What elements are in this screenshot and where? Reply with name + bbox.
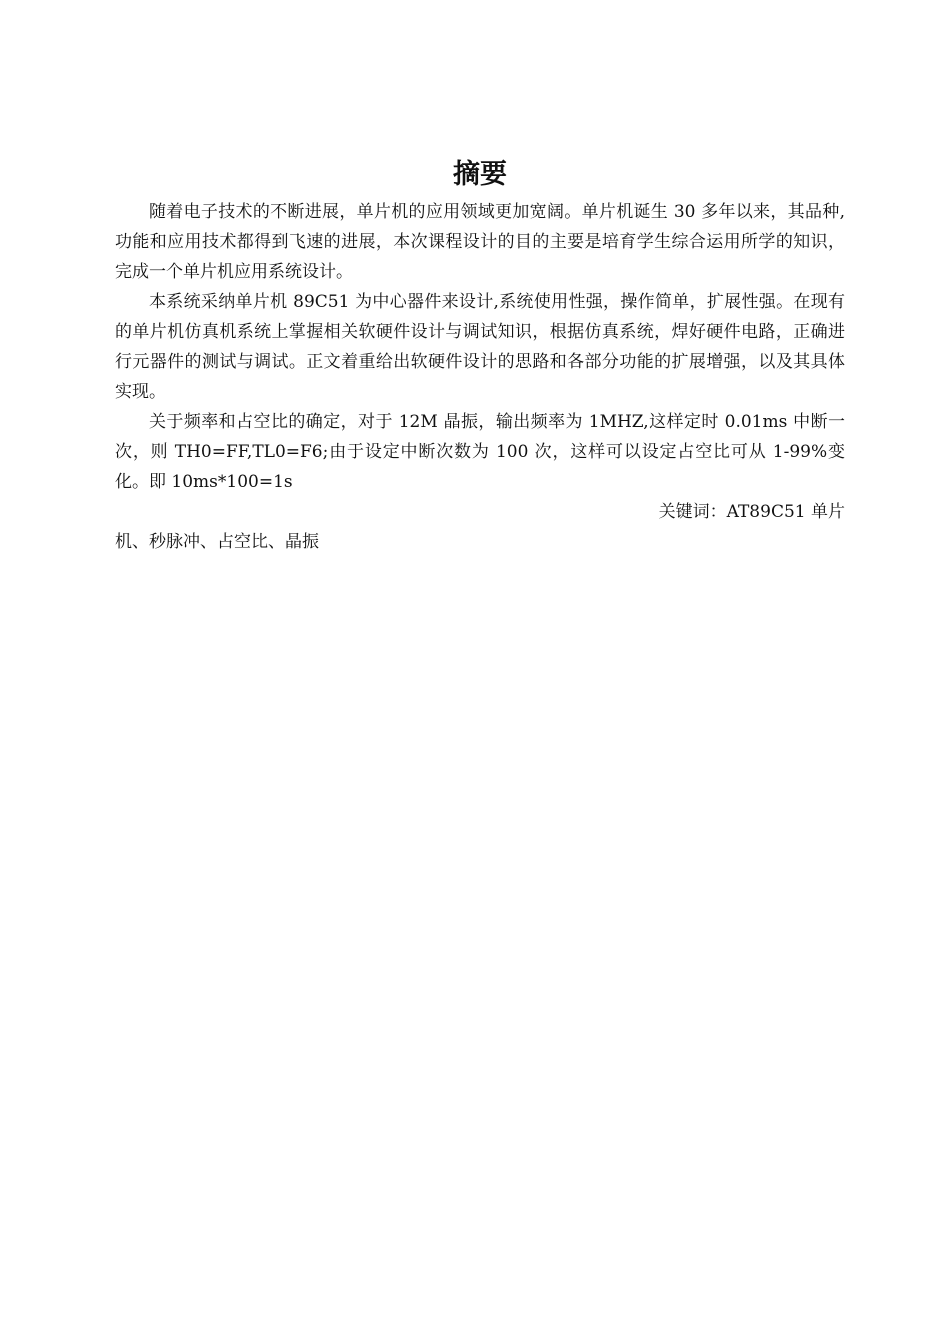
abstract-paragraph-2: 本系统采纳单片机 89C51 为中心器件来设计,系统使用性强，操作简单，扩展性强。在现有的单片机仿真机系统上掌握相关软硬件设计与调试知识，根据仿真系统，焊好硬件电路，正确进行元器件的测试与调试。正文着重给出软硬件设计的思路和各部分功能的扩展增强，以及其具体实现。 bbox=[115, 292, 845, 402]
keywords-line-2: 机、秒脉冲、占空比、晶振 bbox=[115, 532, 319, 552]
abstract-section bbox=[115, 155, 845, 557]
keywords-line-1: 关键词：AT89C51 单片 bbox=[658, 502, 845, 522]
abstract-paragraph-3: 关于频率和占空比的确定，对于 12M 晶振，输出频率为 1MHZ,这样定时 0.01ms 中断一次，则 TH0=FF,TL0=F6;由于设定中断次数为 100 次，这样可以设定占空比可从 1-99%变化。即 10ms*100=1s bbox=[115, 412, 845, 492]
abstract-paragraph-1: 随着电子技术的不断进展，单片机的应用领域更加宽阔。单片机诞生 30 多年以来，其品种,功能和应用技术都得到飞速的进展，本次课程设计的目的主要是培育学生综合运用所学的知识，完成一个单片机应用系统设计。 bbox=[115, 202, 845, 282]
abstract-title: 摘要 bbox=[453, 159, 507, 190]
